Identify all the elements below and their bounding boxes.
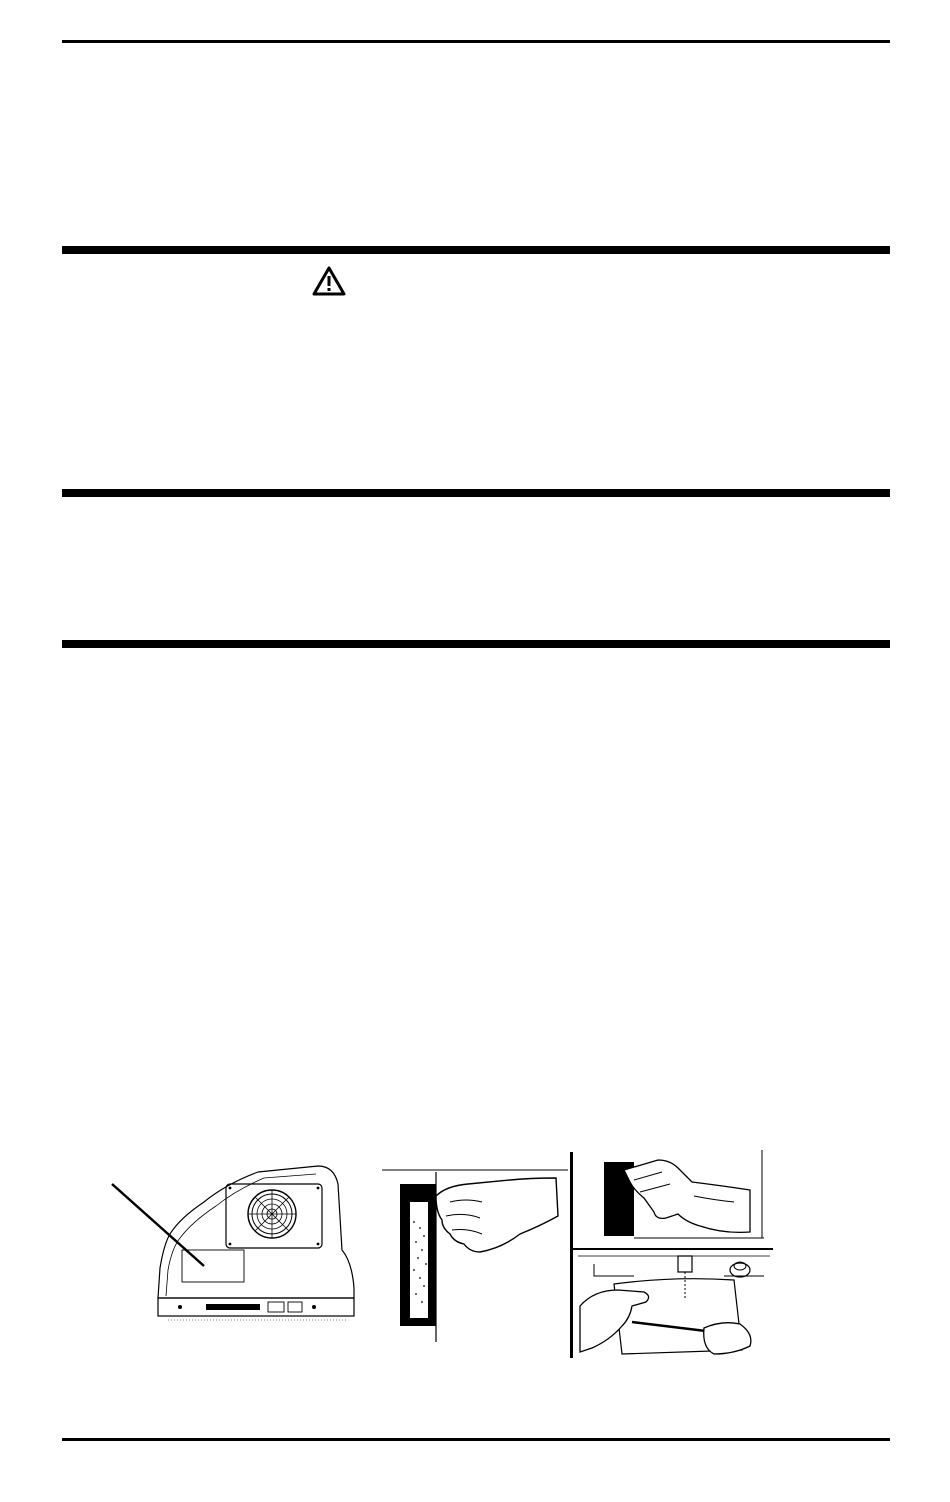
header-rule bbox=[62, 40, 890, 43]
section-rule-1 bbox=[62, 246, 890, 254]
filter-cleaning-illustration bbox=[574, 1146, 774, 1246]
knob-icon bbox=[730, 1262, 750, 1277]
hand-icon bbox=[624, 1160, 750, 1232]
faucet-icon bbox=[678, 1256, 692, 1300]
monitor-rear-illustration bbox=[108, 1158, 364, 1344]
fan-icon bbox=[248, 1190, 296, 1238]
section-rule-3 bbox=[62, 640, 890, 648]
illustration-divider-vertical bbox=[570, 1152, 573, 1358]
filter-removal-illustration bbox=[380, 1162, 570, 1348]
filter-washing-illustration bbox=[574, 1250, 774, 1358]
hand-icon bbox=[580, 1290, 751, 1354]
hand-icon bbox=[436, 1178, 558, 1252]
section-rule-2 bbox=[62, 489, 890, 497]
vent-slots bbox=[206, 1304, 260, 1310]
warning-triangle-icon bbox=[312, 266, 346, 296]
footer-rule bbox=[62, 1438, 890, 1441]
callout-line bbox=[112, 1184, 204, 1266]
